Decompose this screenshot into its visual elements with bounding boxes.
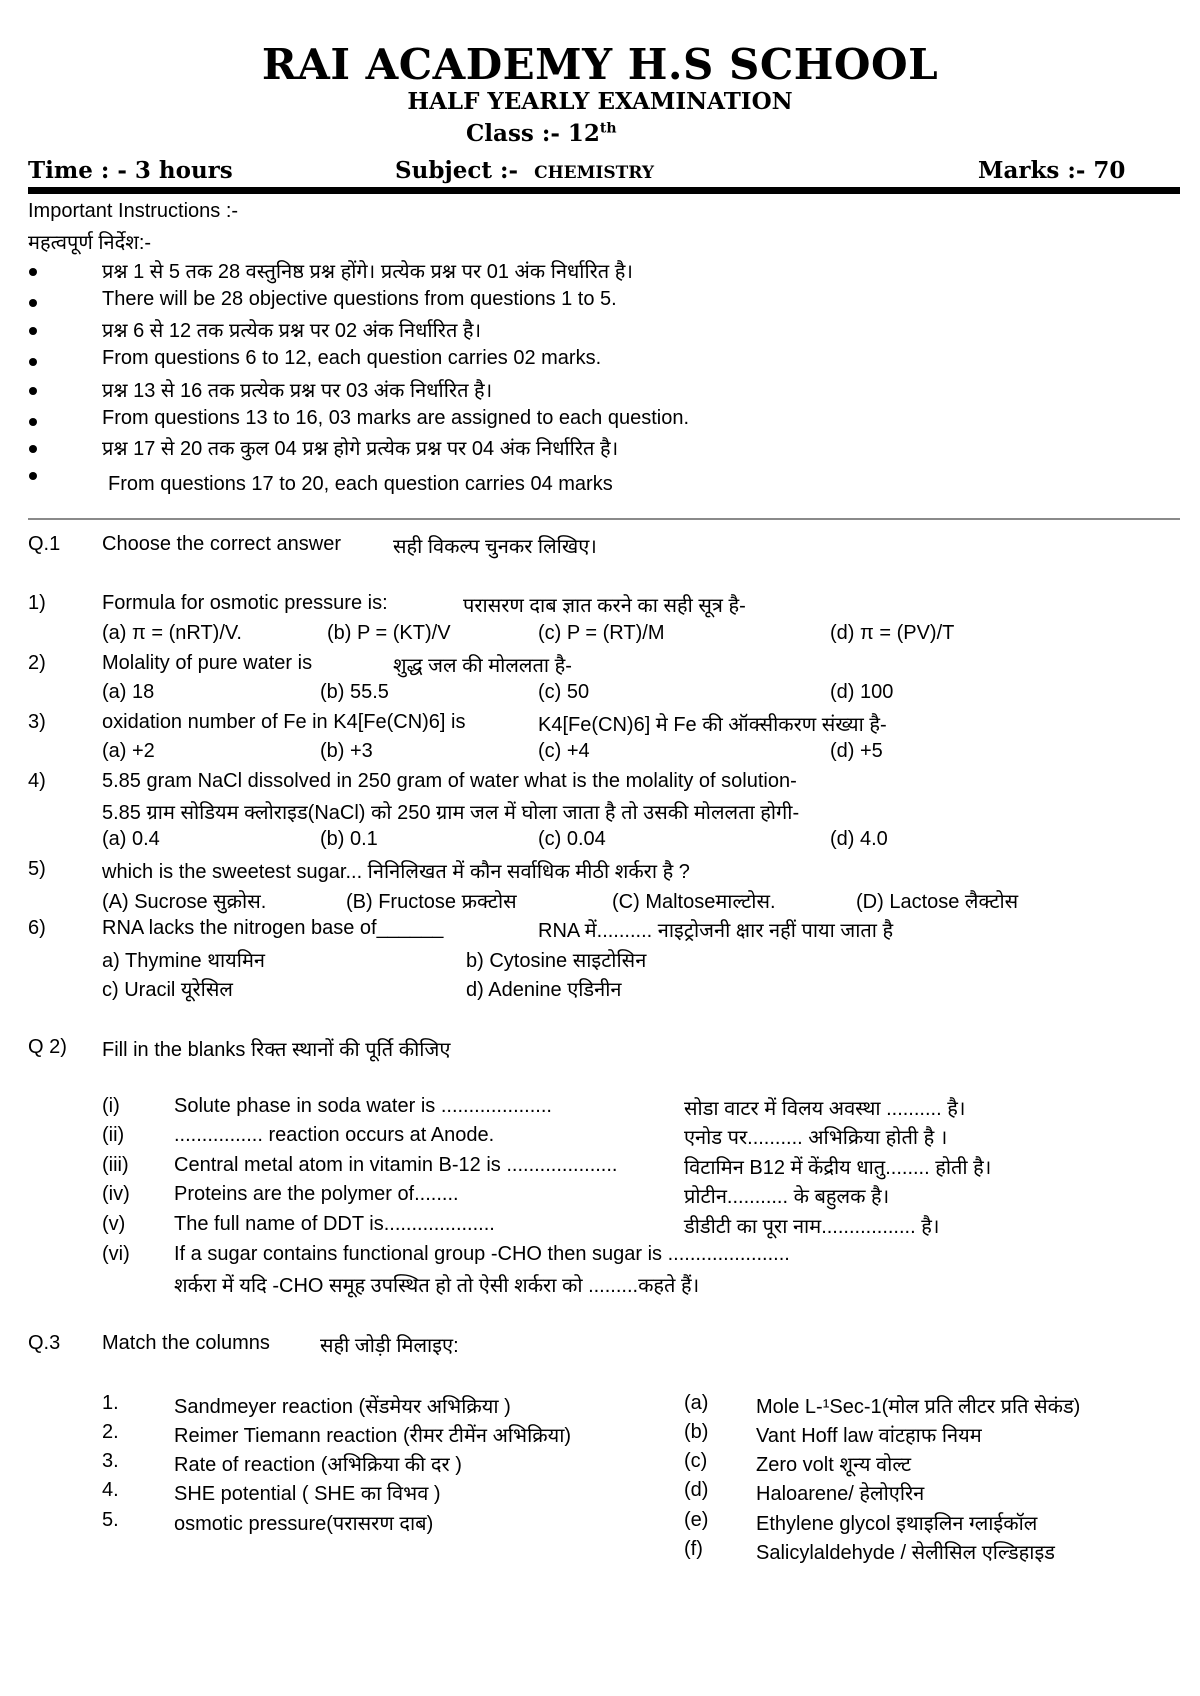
exam-title: HALF YEARLY EXAMINATION bbox=[407, 88, 793, 115]
question-number: 4) bbox=[28, 770, 46, 792]
match-right-letter: (f) bbox=[684, 1538, 703, 1560]
blank-number: (i) bbox=[102, 1095, 120, 1117]
question-text-hi: RNA में.......... नाइट्रोजनी क्षार नहीं पाया जाता है bbox=[538, 920, 894, 942]
blank-text: Solute phase in soda water is .................... bbox=[174, 1095, 552, 1117]
instruction-item: From questions 13 to 16, 03 marks are assigned to each question. bbox=[102, 407, 690, 429]
bullet-icon bbox=[29, 268, 37, 276]
option-c: c) Uracil यूरेसिल bbox=[102, 979, 233, 1001]
question-text: RNA lacks the nitrogen base of______ bbox=[102, 917, 444, 939]
match-left-number: 5. bbox=[102, 1509, 119, 1531]
option-b: (b) 0.1 bbox=[320, 828, 378, 850]
q1-title: Choose the correct answer bbox=[102, 533, 342, 555]
blank-text-hi: डीडीटी का पूरा नाम................. है। bbox=[684, 1216, 940, 1238]
q3-number: Q.3 bbox=[28, 1332, 61, 1354]
question-text: oxidation number of Fe in K4[Fe(CN)6] is bbox=[102, 711, 466, 733]
question-number: 1) bbox=[28, 592, 46, 614]
option-b: (B) Fructose फ्रक्टोस bbox=[346, 891, 517, 913]
option-d: (d) +5 bbox=[830, 740, 883, 762]
school-name: RAI ACADEMY H.S SCHOOL bbox=[261, 40, 939, 89]
option-a: a) Thymine थायमिन bbox=[102, 950, 266, 972]
match-left-item: Sandmeyer reaction (सेंडमेयर अभिक्रिया ) bbox=[174, 1396, 511, 1418]
option-d: d) Adenine एडिनीन bbox=[466, 979, 622, 1001]
question-number: 3) bbox=[28, 711, 46, 733]
instruction-item: प्रश्न 17 से 20 तक कुल 04 प्रश्न होगे प्रत्येक प्रश्न पर 04 अंक निर्धारित है। bbox=[102, 438, 619, 460]
blank-number: (ii) bbox=[102, 1124, 125, 1146]
class-text: Class :- 12 bbox=[466, 120, 600, 147]
instruction-item: From questions 17 to 20, each question carries 04 marks bbox=[108, 473, 613, 495]
instruction-item: प्रश्न 1 से 5 तक 28 वस्तुनिष्ठ प्रश्न होंगे। प्रत्येक प्रश्न पर 01 अंक निर्धारित है। bbox=[102, 261, 633, 283]
marks-label: Marks :- 70 bbox=[978, 157, 1126, 184]
option-c: (c) +4 bbox=[538, 740, 590, 762]
match-left-number: 3. bbox=[102, 1450, 119, 1472]
blank-text-hi: प्रोटीन........... के बहुलक है। bbox=[684, 1186, 890, 1208]
match-left-item: Reimer Tiemann reaction (रीमर टीमेंन अभिक्रिया) bbox=[174, 1425, 572, 1447]
blank-text-hi: विटामिन B12 में केंद्रीय धातु........ होती है। bbox=[684, 1157, 992, 1179]
bullet-icon bbox=[29, 299, 37, 307]
blank-text: The full name of DDT is.................... bbox=[174, 1213, 495, 1235]
bullet-icon bbox=[29, 472, 37, 480]
blank-text: Central metal atom in vitamin B-12 is .................... bbox=[174, 1154, 618, 1176]
time-label: Time : - 3 hours bbox=[28, 157, 233, 184]
blank-text-hi: सोडा वाटर में विलय अवस्था .......... है। bbox=[684, 1098, 966, 1120]
match-right-item: Vant Hoff law वांटहाफ नियम bbox=[756, 1425, 982, 1447]
bullet-icon bbox=[29, 358, 37, 366]
blank-text: Proteins are the polymer of........ bbox=[174, 1183, 459, 1205]
option-c: (c) 0.04 bbox=[538, 828, 606, 850]
instructions-title-en: Important Instructions :- bbox=[28, 200, 239, 222]
instruction-item: From questions 6 to 12, each question carries 02 marks. bbox=[102, 347, 602, 369]
bullet-icon bbox=[29, 387, 37, 395]
option-a: (a) 0.4 bbox=[102, 828, 160, 850]
option-d: (D) Lactose लैक्टोस bbox=[856, 891, 1019, 913]
match-left-item: Rate of reaction (अभिक्रिया की दर ) bbox=[174, 1454, 462, 1476]
blank-text-hi: शर्करा में यदि -CHO समूह उपस्थित हो तो ऐसी शर्करा को .........कहते हैं। bbox=[174, 1275, 700, 1297]
option-a: (a) +2 bbox=[102, 740, 155, 762]
match-left-number: 1. bbox=[102, 1392, 119, 1414]
q1-number: Q.1 bbox=[28, 533, 61, 555]
match-right-letter: (c) bbox=[684, 1450, 708, 1472]
option-c: (C) Maltoseमाल्टोस. bbox=[612, 891, 776, 913]
question-text-hi: K4[Fe(CN)6] मे Fe की ऑक्सीकरण संख्या है- bbox=[538, 714, 887, 736]
option-d: (d) 100 bbox=[830, 681, 894, 703]
blank-number: (v) bbox=[102, 1213, 126, 1235]
q1-title-hi: सही विकल्प चुनकर लिखिए। bbox=[393, 536, 597, 558]
q2-title: Fill in the blanks रिक्त स्थानों की पूर्ति कीजिए bbox=[102, 1039, 451, 1061]
blank-number: (iv) bbox=[102, 1183, 130, 1205]
question-text: which is the sweetest sugar... निनिलिखत में कौन सर्वाधिक मीठी शर्करा है ? bbox=[102, 861, 690, 883]
blank-number: (vi) bbox=[102, 1243, 130, 1265]
blank-text-hi: एनोड पर.......... अभिक्रिया होती है । bbox=[684, 1127, 948, 1149]
match-right-item: Salicylaldehyde / सेलीसिल एल्डिहाइड bbox=[756, 1542, 1055, 1564]
question-text: Formula for osmotic pressure is: bbox=[102, 592, 388, 614]
bullet-icon bbox=[29, 445, 37, 453]
option-a: (A) Sucrose सुक्रोस. bbox=[102, 891, 267, 913]
match-right-item: Haloarene/ हेलोएरिन bbox=[756, 1483, 925, 1505]
subject-value: CHEMISTRY bbox=[534, 163, 655, 183]
option-c: (c) P = (RT)/M bbox=[538, 622, 665, 644]
option-b: (b) 55.5 bbox=[320, 681, 389, 703]
header-divider bbox=[28, 187, 1180, 194]
subject-key: Subject :- bbox=[395, 157, 519, 184]
match-right-letter: (e) bbox=[684, 1509, 709, 1531]
option-a: (a) 18 bbox=[102, 681, 155, 703]
option-b: (b) P = (KT)/V bbox=[327, 622, 451, 644]
q2-number: Q 2) bbox=[28, 1036, 67, 1058]
option-b: (b) +3 bbox=[320, 740, 373, 762]
question-text: Molality of pure water is bbox=[102, 652, 313, 674]
question-number: 5) bbox=[28, 858, 46, 880]
class-suffix: th bbox=[599, 120, 617, 137]
question-text: 5.85 gram NaCl dissolved in 250 gram of water what is the molality of solution- bbox=[102, 770, 797, 792]
question-number: 2) bbox=[28, 652, 46, 674]
blank-number: (iii) bbox=[102, 1154, 129, 1176]
subject-label bbox=[395, 157, 654, 184]
q3-title-hi: सही जोड़ी मिलाइए: bbox=[320, 1335, 459, 1357]
bullet-icon bbox=[29, 418, 37, 426]
match-right-letter: (a) bbox=[684, 1392, 709, 1414]
option-d: (d) 4.0 bbox=[830, 828, 888, 850]
match-right-item: Zero volt शून्य वोल्ट bbox=[756, 1454, 912, 1476]
question-text-hi: परासरण दाब ज्ञात करने का सही सूत्र है- bbox=[463, 595, 746, 617]
blank-text: ................ reaction occurs at Anode. bbox=[174, 1124, 495, 1146]
blank-text: If a sugar contains functional group -CHO then sugar is ...................... bbox=[174, 1243, 790, 1265]
q3-title: Match the columns bbox=[102, 1332, 270, 1354]
option-c: (c) 50 bbox=[538, 681, 590, 703]
bullet-icon bbox=[29, 327, 37, 335]
match-left-item: osmotic pressure(परासरण दाब) bbox=[174, 1513, 434, 1535]
section-divider bbox=[28, 518, 1180, 520]
match-left-item: SHE potential ( SHE का विभव ) bbox=[174, 1483, 441, 1505]
match-right-letter: (b) bbox=[684, 1421, 709, 1443]
match-right-item: Mole L-¹Sec-1(मोल प्रति लीटर प्रति सेकंड) bbox=[756, 1396, 1081, 1418]
match-left-number: 2. bbox=[102, 1421, 119, 1443]
question-text-hi: शुद्ध जल की मोललता है- bbox=[393, 655, 572, 677]
option-b: b) Cytosine साइटोसिन bbox=[466, 950, 647, 972]
instruction-item: प्रश्न 6 से 12 तक प्रत्येक प्रश्न पर 02 अंक निर्धारित है। bbox=[102, 320, 482, 342]
question-text-hi: 5.85 ग्राम सोडियम क्लोराइड(NaCl) को 250 ग्राम जल में घोला जाता है तो उसकी मोललता होगी- bbox=[102, 802, 800, 824]
option-d: (d) π = (PV)/T bbox=[830, 622, 955, 644]
question-number: 6) bbox=[28, 917, 46, 939]
instruction-item: प्रश्न 13 से 16 तक प्रत्येक प्रश्न पर 03 अंक निर्धारित है। bbox=[102, 380, 493, 402]
match-right-item: Ethylene glycol इथाइलिन ग्लाईकॉल bbox=[756, 1513, 1038, 1535]
match-left-number: 4. bbox=[102, 1479, 119, 1501]
option-a: (a) π = (nRT)/V. bbox=[102, 622, 242, 644]
match-right-letter: (d) bbox=[684, 1479, 709, 1501]
instruction-item: There will be 28 objective questions from questions 1 to 5. bbox=[102, 288, 617, 310]
instructions-title-hi: महत्वपूर्ण निर्देश:- bbox=[28, 232, 152, 254]
class-label bbox=[466, 120, 617, 147]
